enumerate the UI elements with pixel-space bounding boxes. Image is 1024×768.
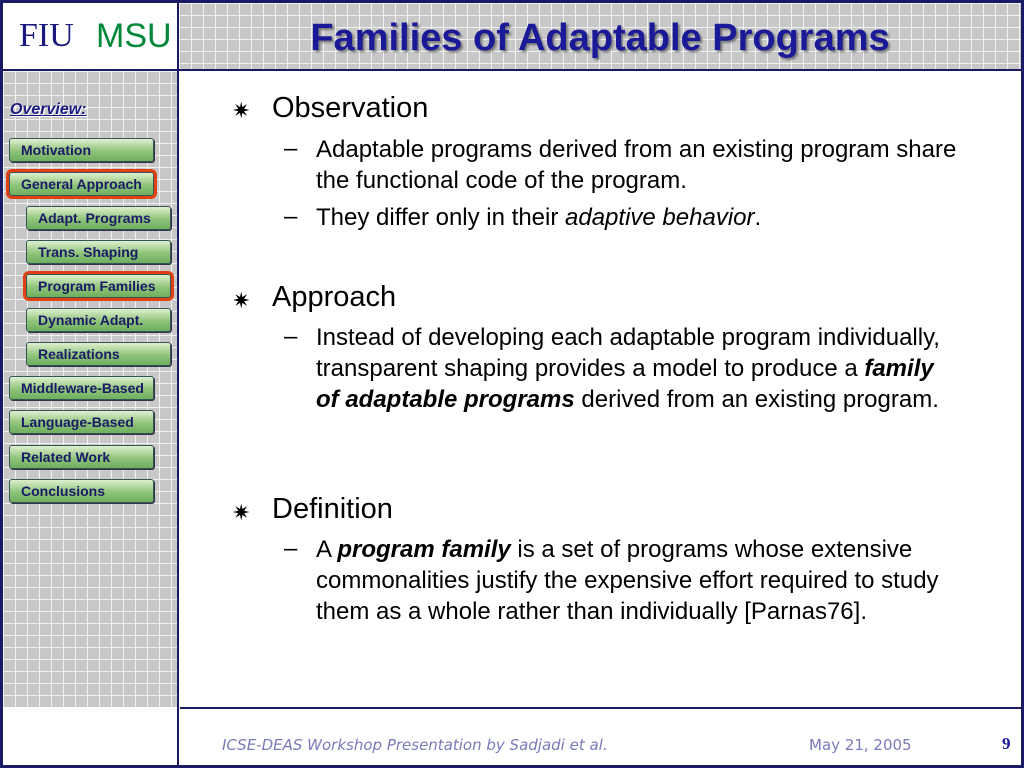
footer-date: May 21, 2005: [809, 736, 912, 754]
nav-highlight-program-families: [23, 271, 174, 301]
sidebar-heading: Overview:: [10, 101, 87, 118]
definition-point-1-emphasis: program family: [337, 536, 511, 563]
nav-middleware-based[interactable]: Middleware-Based: [9, 376, 154, 400]
definition-point-1-text: A: [316, 536, 338, 563]
nav-dynamic-adapt[interactable]: Dynamic Adapt.: [26, 308, 171, 332]
approach-point-1-end: derived from an existing program.: [574, 386, 939, 413]
nav-realizations[interactable]: Realizations: [26, 342, 171, 366]
approach-point-1-emphasis: family of adaptable programs: [316, 355, 934, 413]
definition-point-1: [316, 534, 966, 627]
nav-related-work[interactable]: Related Work: [9, 445, 154, 469]
nav-conclusions[interactable]: Conclusions: [9, 479, 154, 503]
nav-general-approach[interactable]: General Approach: [9, 172, 154, 196]
nav-program-families[interactable]: Program Families: [26, 274, 171, 298]
approach-point-1-text: Instead of developing each adaptable program individually, transparent shaping provides a model to produce a: [316, 324, 940, 382]
footer-presentation: ICSE-DEAS Workshop Presentation by Sadjadi et al.: [222, 736, 608, 754]
dash-bullet-icon: –: [284, 323, 298, 350]
observation-point-2: [316, 202, 966, 233]
dash-bullet-icon: –: [284, 535, 298, 562]
logo: [3, 3, 179, 71]
title-bar: [179, 3, 1021, 71]
nav-adapt-programs[interactable]: Adapt. Programs: [26, 206, 171, 230]
nav-language-based[interactable]: Language-Based: [9, 410, 154, 434]
observation-point-2-emphasis: adaptive behavior: [565, 204, 755, 231]
logo-fiu: FIU: [19, 17, 74, 54]
approach-heading: Approach: [272, 281, 397, 313]
observation-point-1: Adaptable programs derived from an existing program share the functional code of the program.: [316, 136, 957, 194]
bottom-left-panel: [3, 707, 179, 765]
asterisk-bullet-icon: ✷: [232, 500, 251, 525]
definition-point-1-end: is a set of programs whose extensive commonalities justify the expensive effort required to study them as a whole rather than individually [Parnas76].: [316, 536, 939, 625]
observation-point-2-end: .: [754, 204, 762, 231]
nav-trans-shaping[interactable]: Trans. Shaping: [26, 240, 171, 264]
page-number: 9: [1002, 734, 1011, 753]
dash-bullet-icon: –: [284, 203, 298, 230]
dash-bullet-icon: –: [284, 135, 298, 162]
slide-title: Families of Adaptable Programs: [310, 17, 890, 59]
approach-point-1: [316, 322, 956, 415]
nav-highlight-general-approach: [6, 169, 157, 199]
logo-msu: MSU: [96, 17, 172, 55]
observation-point-2-text: They differ only in their: [316, 204, 566, 231]
asterisk-bullet-icon: ✷: [232, 98, 251, 123]
definition-heading: Definition: [272, 493, 393, 525]
nav-motivation[interactable]: Motivation: [9, 138, 154, 162]
observation-heading: Observation: [272, 92, 429, 124]
asterisk-bullet-icon: ✷: [232, 288, 251, 313]
